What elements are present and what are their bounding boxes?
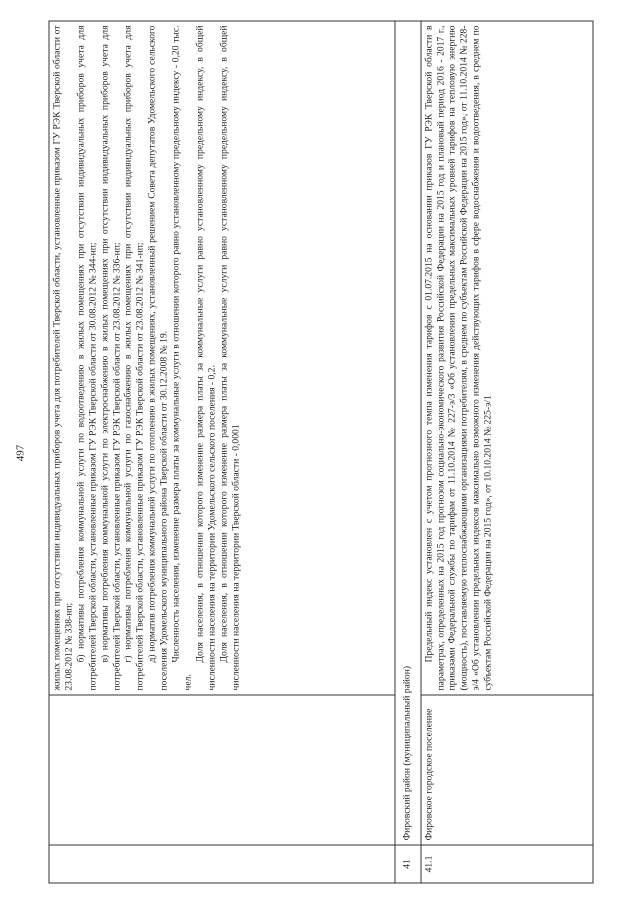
regulation-table xyxy=(48,20,593,883)
row-number xyxy=(49,845,395,883)
paragraph: в) нормативы потребления коммунальной услуги по электроснабжению в жилых помещениях при отсутствии индивидуальных приборов учета для потребителей Тверской области, установленные приказом ГУ РЭК Тверской области от 23.08.2012 № 336-нп; xyxy=(98,25,122,690)
paragraph: Предельный индекс установлен с учетом прогнозного темпа изменения тарифов с 01.07.2015 на основании приказов ГУ РЭК Тверской области в параметрах, определенных на 2015 год прогнозом социально-экономического развития Российской Федерации на 2015 год и плановый период 2016 - 2017 г., приказами Федеральной службы по тарифам от 11.10.2014 № 227-э/3 «Об установлении предельных максимальных уровней тарифов на тепловую энергию (мощность), поставляемую теплоснабжающими организациями потребителям, в среднем по субъектам Российской Федерации на 2015 год», от 11.10.2014 № 228-э/4 «Об установлении предельных индексов максимально возможного изменения действующих тарифов в сфере водоснабжения и водоотведения, в среднем по субъектам Российской Федерации на 2015 год», от 10.10.2014 № 225-э/1 xyxy=(422,25,494,690)
settlement-name: Фировское городское поселение xyxy=(420,695,592,845)
paragraph: б) нормативы потребления коммунальной услуги по водоотведению в жилых помещениях при отсутствии индивидуальных приборов учета для потребителей Тверской области, установленные приказом ГУ РЭК Тверской области от 30.08.2012 № 344-нп; xyxy=(74,25,98,690)
settlement-name xyxy=(49,695,395,845)
paragraph: жилых помещениях при отсутствии индивидуальных приборов учета для потребителей Тверской области, установленные приказом ГУ РЭК Тверской области от 23.08.2012 № 338-нп; xyxy=(51,25,74,690)
row-text xyxy=(49,21,395,695)
paragraph: Доля населения, в отношении которого изменение размера платы за коммунальные услуги равно установленному предельному индексу, в общей численности населения на территории Удомельского сельского поселения - 0,2. xyxy=(193,25,217,690)
page-number: 497 xyxy=(14,444,26,461)
paragraph: Доля населения, в отношении которого изменение размера платы за коммунальные услуги равно установленному предельному индексу, в общей численности населения на территории Тверской области - 0,0001 xyxy=(217,25,241,690)
row-number: 41.1 xyxy=(420,845,592,883)
district-title: Фировский район (муниципальный район) xyxy=(394,21,420,845)
table-row-settlement xyxy=(420,21,592,883)
paragraph: д) норматив потребления коммунальной услуги по отоплению в жилых помещениях, установленный решением Совета депутатов Удомельского сельского поселения Удомельского муниципального района Тверской области от 30.12.2008 № 19. xyxy=(146,25,170,690)
table-row-continuation xyxy=(49,21,395,883)
row-number: 41 xyxy=(394,845,420,883)
row-text xyxy=(420,21,592,695)
paragraph: г) нормативы потребления коммунальной услуги по газоснабжению в жилых помещениях при отсутствии индивидуальных приборов учета для потребителей Тверской области, установленные приказом ГУ РЭК Тверской области от 23.08.2012 № 341-нп; xyxy=(122,25,146,690)
paragraph: Численность населения, изменение размера платы за коммунальные услуги в отношении которого равно установленному предельному индексу - 0,20 тыс. чел. xyxy=(170,25,193,690)
table-row-district xyxy=(394,21,420,883)
